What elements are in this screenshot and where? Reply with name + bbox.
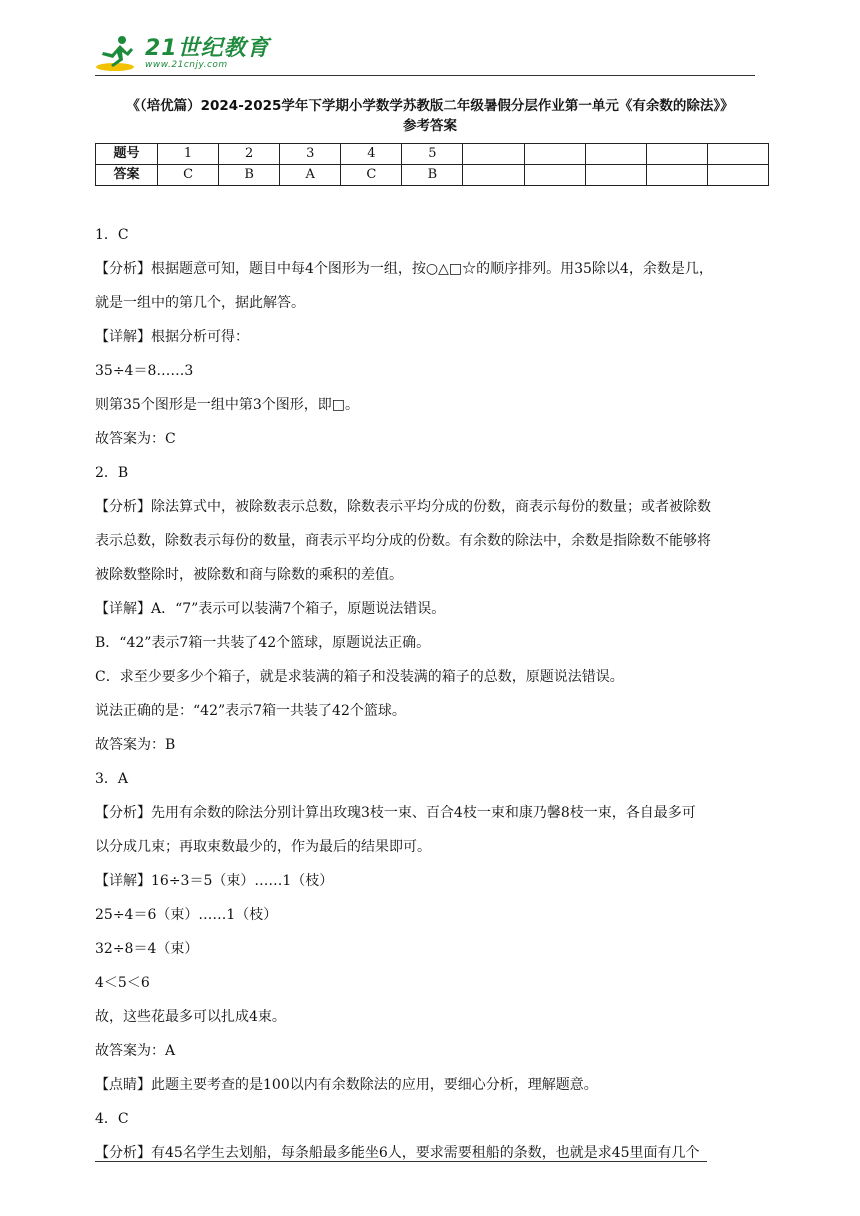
final-answer-line: 故答案为：B: [95, 737, 176, 753]
question-3-answer: 3．A: [95, 771, 129, 787]
runner-logo-icon: [95, 34, 139, 74]
table-cell: C: [341, 165, 402, 186]
table-cell: [707, 165, 768, 186]
table-cell: [524, 165, 585, 186]
logo-main-text: 21世纪教育: [145, 36, 270, 61]
detail-line: 【详解】A．“7”表示可以装满7个箱子，原题说法错误。: [95, 601, 446, 617]
analysis-line: 【分析】先用有余数的除法分别计算出玫瑰3枝一束、百合4枝一束和康乃馨8枝一束，各自最多可: [95, 805, 696, 821]
table-cell: [646, 144, 707, 165]
detail-line: 则第35个图形是一组中第3个图形，即□。: [95, 397, 359, 413]
detail-line: 【详解】16÷3＝5（束）……1（枝）: [95, 873, 334, 889]
detail-line: 32÷8＝4（束）: [95, 941, 199, 957]
table-cell: [585, 165, 646, 186]
row-label-answer: 答案: [96, 165, 158, 186]
table-cell: 1: [158, 144, 219, 165]
logo: [95, 34, 270, 74]
detail-line: 25÷4＝6（束）……1（枝）: [95, 907, 278, 923]
table-cell: [646, 165, 707, 186]
question-1-answer: 1．C: [95, 227, 129, 243]
analysis-line: 【分析】根据题意可知，题目中每4个图形为一组，按○△□☆的顺序排列。用35除以4，余数是几，: [95, 261, 713, 277]
question-4-answer: 4．C: [95, 1111, 129, 1127]
table-cell: [463, 144, 524, 165]
table-cell: B: [402, 165, 463, 186]
analysis-line: 表示总数，除数表示每份的数量，商表示平均分成的份数。有余数的除法中，余数是指除数不能够将: [95, 533, 711, 549]
footer-divider: [95, 1161, 707, 1162]
title-line-1: 《（培优篇）2024-2025学年下学期小学数学苏教版二年级暑假分层作业第一单元《有余数的除法》》: [126, 98, 734, 114]
detail-line: 故，这些花最多可以扎成4束。: [95, 1009, 286, 1025]
detail-line: 35÷4＝8……3: [95, 363, 194, 379]
detail-line: 【详解】根据分析可得：: [95, 329, 249, 345]
table-cell: 4: [341, 144, 402, 165]
table-row-question-numbers: [96, 144, 769, 165]
table-row-answers: [96, 165, 769, 186]
table-cell: A: [280, 165, 341, 186]
analysis-line: 被除数整除时，被除数和商与除数的乘积的差值。: [95, 567, 403, 583]
detail-line: C．求至少要多少个箱子，就是求装满的箱子和没装满的箱子的总数，原题说法错误。: [95, 669, 624, 685]
key-point-line: 【点睛】此题主要考查的是100以内有余数除法的应用，要细心分析，理解题意。: [95, 1077, 598, 1093]
table-cell: B: [219, 165, 280, 186]
table-cell: [463, 165, 524, 186]
table-cell: 3: [280, 144, 341, 165]
analysis-line: 【分析】有45名学生去划船，每条船最多能坐6人，要求需要租船的条数，也就是求45里面有几个: [95, 1145, 700, 1161]
document-title: [60, 96, 800, 136]
answer-table: [95, 143, 769, 186]
page-header: [95, 30, 755, 78]
table-cell: [707, 144, 768, 165]
question-2-answer: 2．B: [95, 465, 129, 481]
analysis-line: 【分析】除法算式中，被除数表示总数，除数表示平均分成的份数，商表示每份的数量；或者被除数: [95, 499, 711, 515]
detail-line: 4＜5＜6: [95, 975, 150, 991]
logo-url-text: www.21cnjy.com: [145, 60, 228, 70]
table-cell: 2: [219, 144, 280, 165]
table-cell: C: [158, 165, 219, 186]
table-cell: 5: [402, 144, 463, 165]
title-line-2: 参考答案: [403, 118, 457, 134]
analysis-line: 以分成几束；再取束数最少的，作为最后的结果即可。: [95, 839, 431, 855]
row-label-question-number: 题号: [96, 144, 158, 165]
final-answer-line: 故答案为：A: [95, 1043, 176, 1059]
table-cell: [524, 144, 585, 165]
detail-line: 说法正确的是：“42”表示7箱一共装了42个篮球。: [95, 703, 406, 719]
detail-line: B．“42”表示7箱一共装了42个篮球，原题说法正确。: [95, 635, 431, 651]
table-cell: [585, 144, 646, 165]
final-answer-line: 故答案为：C: [95, 431, 176, 447]
header-divider: [95, 75, 755, 76]
answer-explanations: [95, 218, 767, 1170]
analysis-line: 就是一组中的第几个，据此解答。: [95, 295, 305, 311]
